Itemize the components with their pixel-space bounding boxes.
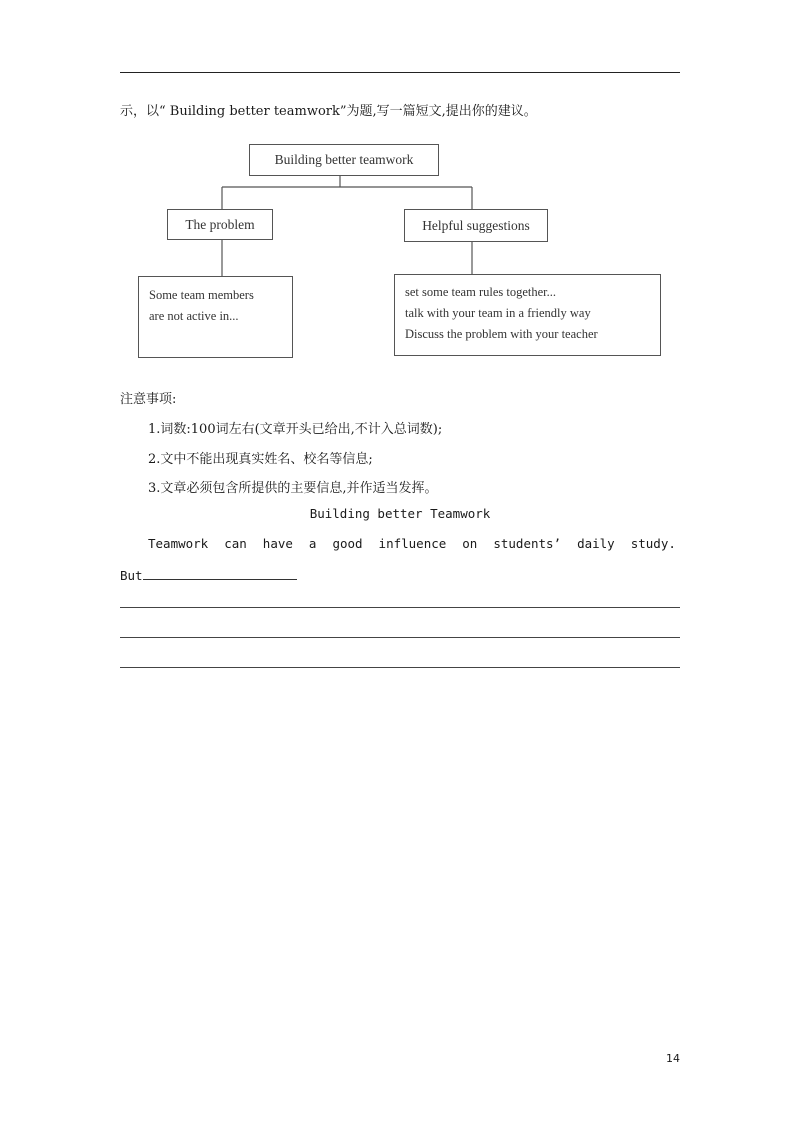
diagram-connectors [0, 0, 800, 400]
essay-first-line [148, 536, 676, 551]
mind-map-diagram [0, 0, 800, 400]
essay-word: Teamwork [148, 536, 209, 551]
essay-word: influence [378, 536, 447, 551]
problem-detail-line: are not active in... [149, 309, 239, 323]
essay-word: daily [577, 536, 615, 551]
essay-word: good [332, 536, 363, 551]
suggestion-line: Discuss the problem with your teacher [405, 327, 598, 341]
suggestions-detail-box [394, 274, 661, 356]
note-item-3: 3.文章必须包含所提供的主要信息,并作适当发挥。 [148, 481, 438, 496]
essay-title: Building better Teamwork [309, 506, 491, 521]
notes-title: 注意事项: [120, 392, 177, 407]
essay-word: study. [630, 536, 676, 551]
suggestions-box: Helpful suggestions [404, 209, 548, 242]
essay-second-line [120, 567, 297, 583]
prompt-text: 示，以“ Building better teamwork”为题,写一篇短文,提出你的建议。 [120, 104, 537, 119]
root-box: Building better teamwork [249, 144, 439, 176]
writing-line[interactable] [120, 637, 680, 638]
essay-word: students’ [493, 536, 562, 551]
problem-detail-box [138, 276, 293, 358]
suggestion-line: talk with your team in a friendly way [405, 306, 591, 320]
page-number: 14 [666, 1052, 680, 1065]
essay-word: can [224, 536, 247, 551]
problem-detail-line: Some team members [149, 288, 254, 302]
note-item-2: 2.文中不能出现真实姓名、校名等信息; [148, 452, 373, 467]
essay-word: on [462, 536, 478, 551]
problem-box: The problem [167, 209, 273, 240]
suggestion-line: set some team rules together... [405, 285, 557, 299]
essay-word: a [308, 536, 317, 551]
essay-word: have [262, 536, 293, 551]
writing-line[interactable] [120, 667, 680, 668]
answer-blank[interactable] [143, 567, 297, 580]
header-rule [120, 72, 680, 73]
essay-but: But [120, 568, 143, 583]
writing-line[interactable] [120, 607, 680, 608]
note-item-1: 1.词数:100词左右(文章开头已给出,不计入总词数); [148, 422, 443, 437]
